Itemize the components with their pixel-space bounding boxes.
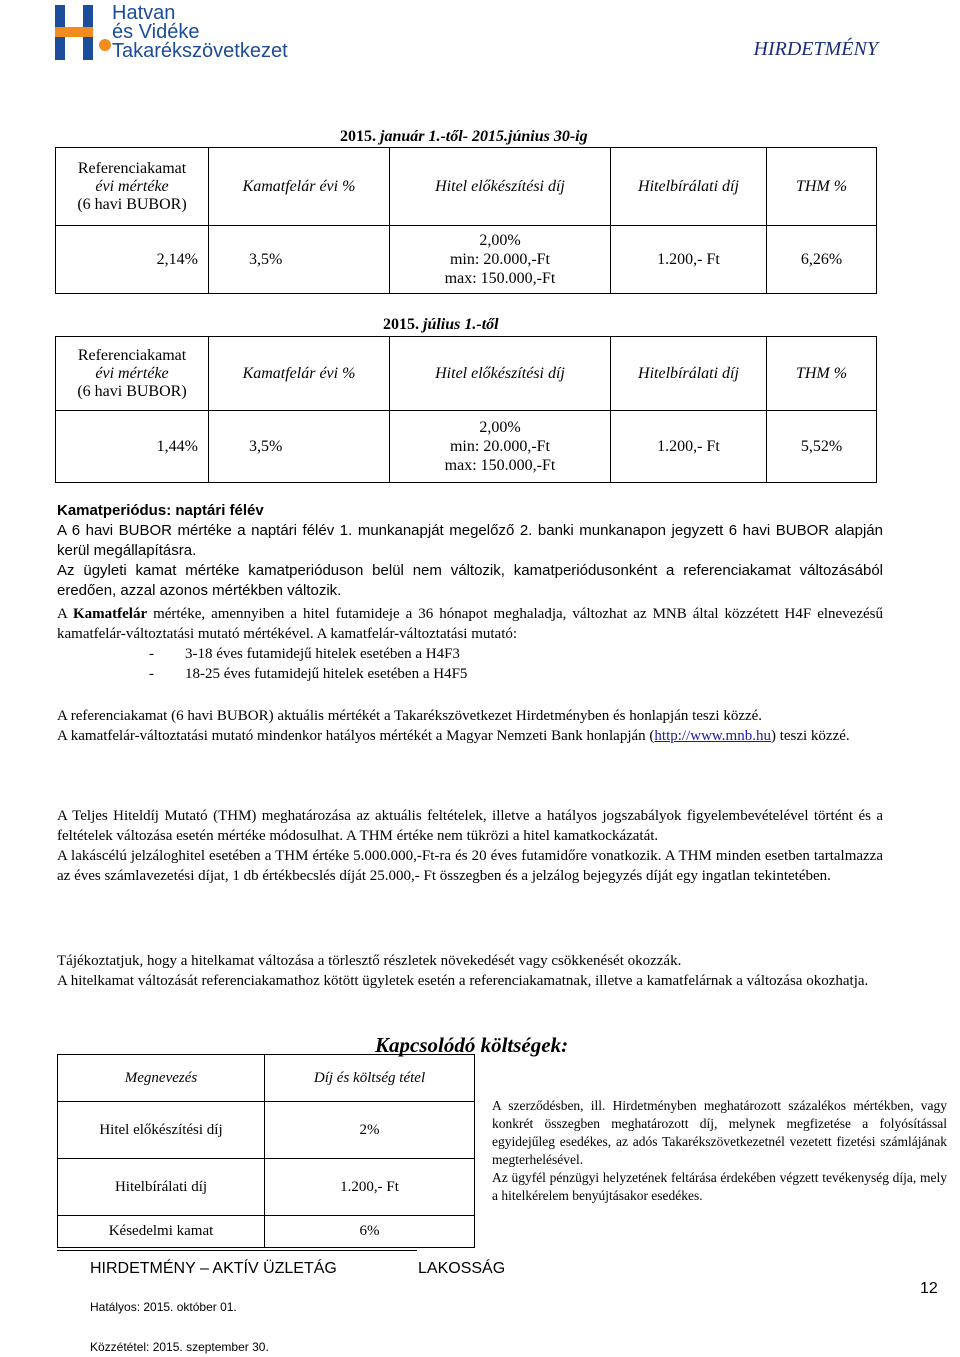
costs-table <box>57 1054 475 1248</box>
page-number: 12 <box>920 1280 938 1297</box>
col-kamatfelar: Kamatfelár évi % <box>209 337 390 411</box>
hitel-value: 2,00% min: 20.000,-Ft max: 150.000,-Ft <box>390 411 611 483</box>
bullet-item: - 3-18 éves futamidejű hitelek esetében a H4F3 <box>149 646 460 662</box>
hitelkamat-text: A hitelkamat változását referenciakamathoz kötött ügyletek esetén a referenciakamatnak, illetve a kamatfelárnak a változása okozhatja. <box>57 973 869 989</box>
row1-value: 2% <box>265 1102 475 1159</box>
note-2: Az ügyfél pénzügyi helyzetének feltárása érdekében végzett tevékenység díja, mely a hitelkérelem benyújtásakor esedékes. <box>492 1170 947 1203</box>
row3-name: Késedelmi kamat <box>58 1216 265 1248</box>
hitelbiralati-value: 1.200,- Ft <box>611 226 767 294</box>
thm-text: A Teljes Hiteldíj Mutató (THM) meghatározása az aktuális feltételek, illetve a hatályos jogszabályok figyelembevételével történt és a feltételek változása esetén mértéke módosulhat. A THM értéke nem tükrözi a hitel kamatkockázatát. <box>57 808 883 844</box>
rate-table-2 <box>55 336 877 483</box>
row2-name: Hitelbírálati díj <box>58 1159 265 1216</box>
ugyleti-text: Az ügyleti kamat mértéke kamatperióduson belül nem változik, kamatperiódusonként a referenciakamat változásából eredően, azzal azonos mértékben változik. <box>57 562 883 599</box>
note-1: A szerződésben, ill. Hirdetményben meghatározott százalékos mértékben, vagy konkrét összegben meghatározott díj, melynek megfizetése a folyósítással egyidejűleg esedékes, az adós Takarékszövetkezetnél vezetett fizetési számlájának megterhelésével. <box>492 1098 947 1167</box>
lakascelu-text: A lakáscélú jelzáloghitel esetében a THM értéke 5.000.000,-Ft-ra és 20 éves futamidőre vonatkozik. A THM minden esetben tartalmazza az éves számlavezetési díjat, 1 db értékbecslés díját 25.000,- Ft összegben és a jelzálog bejegyzés díját egy ingatlan tekintetében. <box>57 848 883 884</box>
kamatperiodus-section <box>57 501 883 601</box>
kamatperiodus-text: A 6 havi BUBOR mértéke a naptári félév 1. munkanapját megelőző 2. banki munkanapon jegyzett 6 havi BUBOR alapján kerül megállapításra. <box>57 522 883 559</box>
col-thm: THM % <box>767 148 877 226</box>
tajekoztatas-section <box>57 951 883 991</box>
page-title: HIRDETMÉNY <box>753 38 878 60</box>
col-hitelbiralati: Hitelbírálati díj <box>611 148 767 226</box>
footer-divider <box>57 1250 417 1251</box>
footer-hatalyos: Hatályos: 2015. október 01. <box>90 1300 237 1314</box>
mutato-text: A kamatfelár-változtatási mutató mindenkor hatályos mértékét a Magyar Nemzeti Bank honlapján (http://www.mnb.hu) teszi közzé. <box>57 728 850 744</box>
ref-header: Referenciakamat évi mértéke (6 havi BUBOR) <box>56 148 209 226</box>
kamatfelar-value: 3,5% <box>209 411 390 483</box>
logo-wordmark <box>112 4 288 61</box>
logo-line-2: és Vidéke <box>112 21 200 43</box>
costs-notes <box>492 1097 947 1205</box>
footer-kozzetetel: Közzététel: 2015. szeptember 30. <box>90 1340 269 1354</box>
col-hitelbiralati: Hitelbírálati díj <box>611 337 767 411</box>
thm-section <box>57 806 883 886</box>
ref-value: 1,44% <box>56 411 209 483</box>
rate-table-1 <box>55 147 877 294</box>
hitel-value: 2,00% min: 20.000,-Ft max: 150.000,-Ft <box>390 226 611 294</box>
logo-line-3: Takarékszövetkezet <box>112 40 288 62</box>
period-2-title: 2015. július 1.-től <box>383 316 499 333</box>
kamatperiodus-title: Kamatperiódus: naptári félév <box>57 502 264 519</box>
footer-segment: LAKOSSÁG <box>418 1260 506 1277</box>
mnb-link[interactable]: http://www.mnb.hu <box>654 728 771 744</box>
tajekoztat-text: Tájékoztatjuk, hogy a hitelkamat változása a törlesztő részletek növekedését vagy csökkenését okozzák. <box>57 953 682 969</box>
col-dij: Díj és költség tétel <box>265 1055 475 1102</box>
thm-value: 5,52% <box>767 411 877 483</box>
col-kamatfelar: Kamatfelár évi % <box>209 148 390 226</box>
col-hitel-elokeszitesi: Hitel előkészítési díj <box>390 337 611 411</box>
col-thm: THM % <box>767 337 877 411</box>
hitelbiralati-value: 1.200,- Ft <box>611 411 767 483</box>
kamatfelar-value: 3,5% <box>209 226 390 294</box>
logo-line-1: Hatvan <box>112 2 176 24</box>
row3-value: 6% <box>265 1216 475 1248</box>
footer-left: HIRDETMÉNY – AKTÍV ÜZLETÁG <box>90 1260 337 1277</box>
row2-value: 1.200,- Ft <box>265 1159 475 1216</box>
kamatfelar-bullet-list <box>149 644 883 684</box>
ref-kozze-text: A referenciakamat (6 havi BUBOR) aktuális mértékét a Takarékszövetkezet Hirdetményben és honlapján teszi közzé. <box>57 708 763 724</box>
ref-header: Referenciakamat évi mértéke (6 havi BUBOR) <box>56 337 209 411</box>
row1-name: Hitel előkészítési díj <box>58 1102 265 1159</box>
kozzetetel-section <box>57 706 883 746</box>
kamatfelar-text: A Kamatfelár mértéke, amennyiben a hitel futamideje a 36 hónapot meghaladja, változhat az MNB által közzétett H4F elnevezésű kamatfelár-változtatási mutató mértékével. A kamatfelár-változtatási mutató: <box>57 606 883 642</box>
kamatfelar-section <box>57 604 883 684</box>
col-hitel-elokeszitesi: Hitel előkészítési díj <box>390 148 611 226</box>
ref-value: 2,14% <box>56 226 209 294</box>
col-megnevezes: Megnevezés <box>58 1055 265 1102</box>
thm-value: 6,26% <box>767 226 877 294</box>
bullet-item: - 18-25 éves futamidejű hitelek esetében a H4F5 <box>149 666 468 682</box>
period-1-title: 2015. január 1.-től- 2015.június 30-ig <box>340 128 588 145</box>
costs-title: Kapcsolódó költségek: <box>375 1033 569 1057</box>
